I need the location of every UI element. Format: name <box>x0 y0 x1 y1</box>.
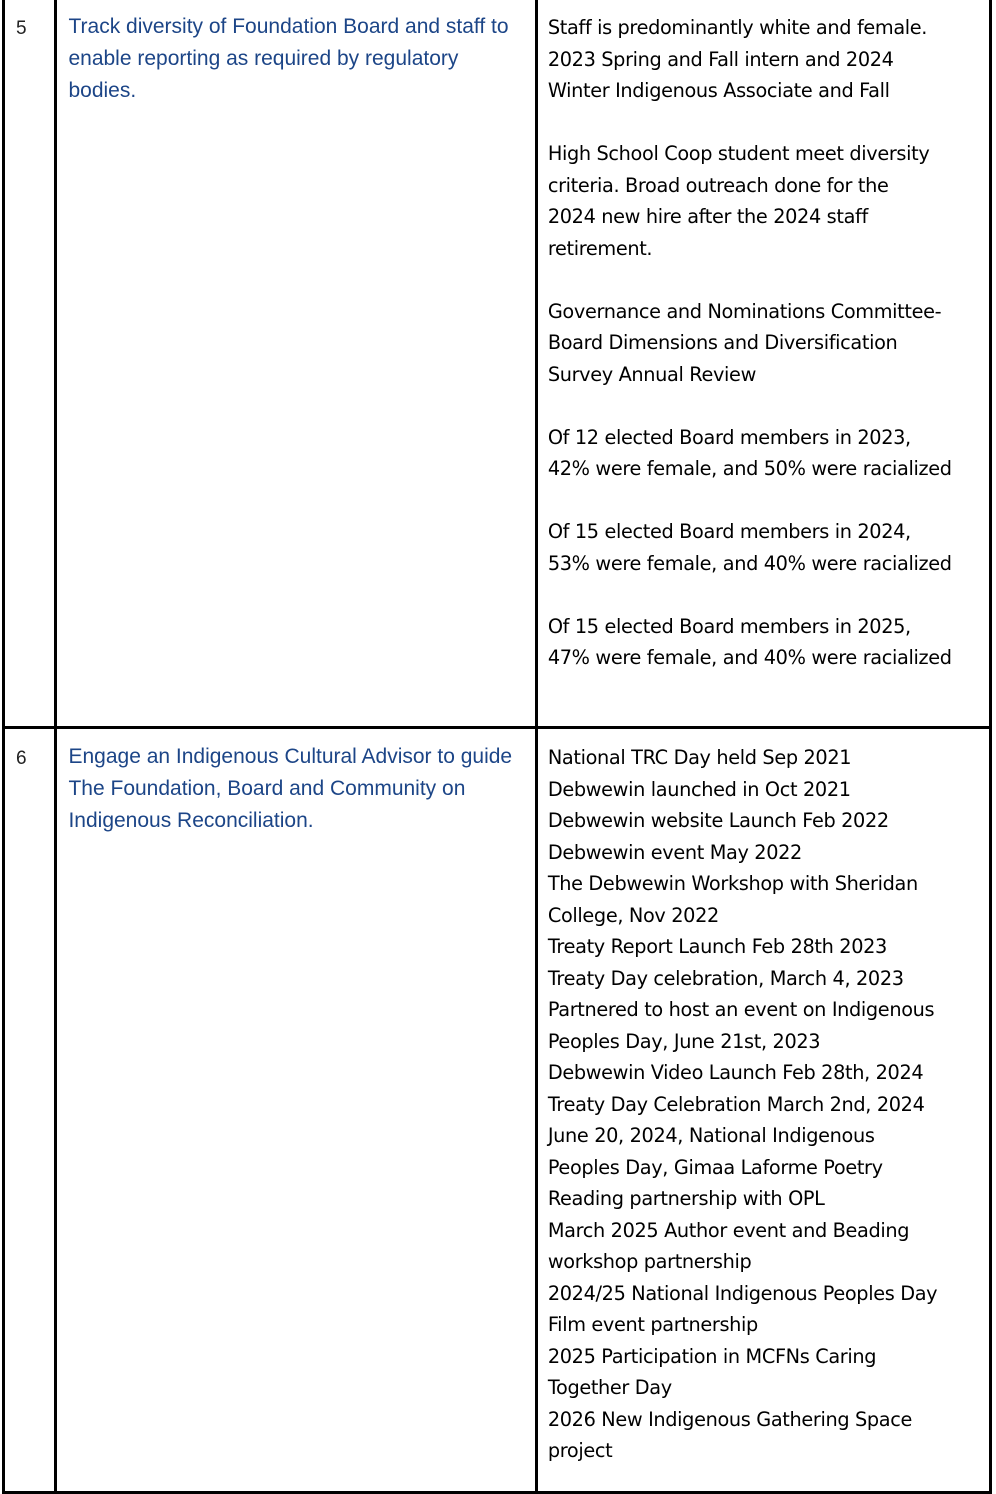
progress-line: workshop partnership <box>547 1250 752 1273</box>
progress-line: Debwewin event May 2022 <box>547 840 802 864</box>
progress-line: Governance and Nominations Committee- <box>547 299 942 323</box>
progress-line: project <box>547 1439 613 1462</box>
row-number: 5 <box>4 0 56 728</box>
table-row <box>4 0 991 728</box>
progress-table <box>2 0 992 1494</box>
progress-line: Debwewin website Launch Feb 2022 <box>547 809 889 832</box>
progress-line: Treaty Day celebration, March 4, 2023 <box>547 966 904 990</box>
progress-line: Board Dimensions and Diversification <box>547 331 898 354</box>
progress-line: Treaty Day Celebration March 2nd, 2024 <box>547 1092 925 1116</box>
progress-line: High School Coop student meet diversity <box>547 142 930 165</box>
progress-line: 47% were female, and 40% were racialized <box>547 646 952 669</box>
progress-line: Partnered to host an event on Indigenous <box>547 998 935 1021</box>
progress-line: National TRC Day held Sep 2021 <box>547 746 852 769</box>
progress-list <box>548 742 985 1467</box>
progress-line: 42% were female, and 50% were racialized <box>547 457 952 480</box>
progress-line: Peoples Day, Gimaa Laforme Poetry <box>547 1155 883 1179</box>
progress-paragraph <box>548 296 985 391</box>
progress-line: Film event partnership <box>547 1313 758 1336</box>
progress-line: Treaty Report Launch Feb 28th 2023 <box>547 935 887 958</box>
progress-line: Of 12 elected Board members in 2023, <box>547 425 911 449</box>
progress-line: Winter Indigenous Associate and Fall <box>547 79 890 102</box>
progress-line: Debwewin Video Launch Feb 28th, 2024 <box>547 1061 924 1084</box>
progress-line: 2024 new hire after the 2024 staff <box>547 205 868 228</box>
progress-line: The Debwewin Workshop with Sheridan <box>547 872 918 895</box>
progress-line: criteria. Broad outreach done for the <box>547 173 889 197</box>
progress-paragraph <box>548 12 985 107</box>
progress-line: College, Nov 2022 <box>547 903 719 927</box>
progress-cell <box>536 728 990 1493</box>
objective-text: Track diversity of Foundation Board and staff to enable reporting as required by regulatory bodies. <box>56 0 536 728</box>
progress-line: 2026 New Indigenous Gathering Space <box>547 1407 913 1431</box>
progress-line: 2023 Spring and Fall intern and 2024 <box>547 47 894 71</box>
progress-line: 53% were female, and 40% were racialized <box>547 551 952 575</box>
progress-line: 2024/25 National Indigenous Peoples Day <box>547 1281 938 1305</box>
progress-line: Together Day <box>547 1376 672 1399</box>
progress-line: Staff is predominantly white and female. <box>547 16 928 39</box>
progress-paragraph <box>548 422 985 485</box>
table-row <box>4 728 991 1493</box>
progress-line: retirement. <box>547 236 653 260</box>
progress-line: Peoples Day, June 21st, 2023 <box>547 1029 821 1053</box>
progress-line: Reading partnership with OPL <box>547 1187 825 1210</box>
objective-text: Engage an Indigenous Cultural Advisor to guide The Foundation, Board and Community on Indigenous Reconciliation. <box>56 728 536 1493</box>
progress-paragraph <box>548 516 985 579</box>
row-number: 6 <box>4 728 56 1493</box>
progress-cell <box>536 0 990 728</box>
progress-line: Of 15 elected Board members in 2024, <box>547 520 911 543</box>
progress-line: 2025 Participation in MCFNs Caring <box>547 1344 877 1368</box>
progress-line: Debwewin launched in Oct 2021 <box>547 777 851 801</box>
progress-line: June 20, 2024, National Indigenous <box>547 1124 875 1147</box>
progress-line: March 2025 Author event and Beading <box>547 1218 910 1242</box>
progress-line: Survey Annual Review <box>547 362 756 386</box>
progress-paragraph <box>548 611 985 674</box>
progress-paragraph <box>548 138 985 264</box>
progress-line: Of 15 elected Board members in 2025, <box>547 614 911 638</box>
